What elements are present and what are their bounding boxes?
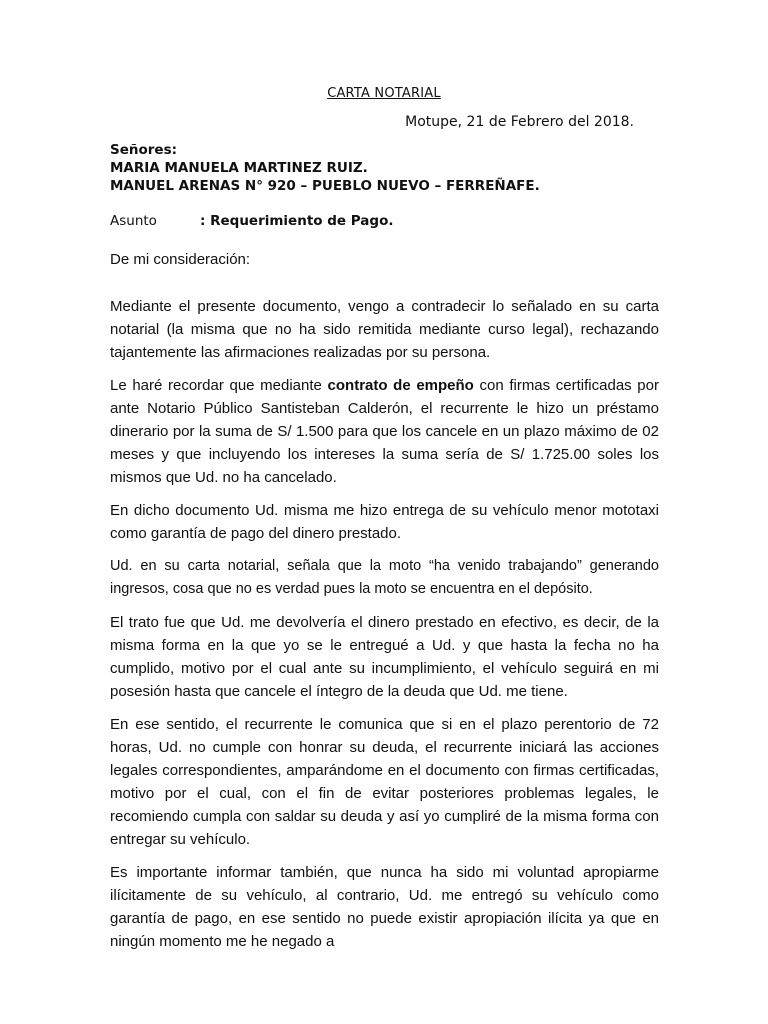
paragraph-2-start: Le haré recordar que mediante xyxy=(110,377,328,394)
addressee-name: MARIA MANUELA MARTINEZ RUIZ. xyxy=(110,160,368,176)
document-date: Motupe, 21 de Febrero del 2018. xyxy=(405,114,634,130)
greeting: De mi consideración: xyxy=(110,251,251,268)
addressee-salutation: Señores: xyxy=(110,142,178,158)
paragraph-3: En dicho documento Ud. misma me hizo entrega de su vehículo menor mototaxi como garantía de pago del dinero prestado. xyxy=(110,502,659,542)
paragraph-7: Es importante informar también, que nunca ha sido mi voluntad apropiarme ilícitamente de su vehículo, al contrario, Ud. me entregó su vehículo como garantía de pago, en ese sentido no puede existir apropiación ilícita ya que en ningún momento me he negado a xyxy=(110,864,659,950)
subject-value: : Requerimiento de Pago. xyxy=(200,213,394,229)
paragraph-5: El trato fue que Ud. me devolvería el dinero prestado en efectivo, es decir, de la misma forma en la que yo se le entregué a Ud. y que hasta la fecha no ha cumplido, motivo por el cual ante su incumplimiento, el vehículo seguirá en mi posesión hasta que cancele el íntegro de la deuda que Ud. me tiene. xyxy=(110,614,659,700)
paragraph-2 xyxy=(110,374,659,489)
paragraph-4: Ud. en su carta notarial, señala que la moto “ha venido trabajando” generando ingresos, cosa que no es verdad pues la moto se encuentra en el depósito. xyxy=(110,558,659,597)
paragraph-6: En ese sentido, el recurrente le comunica que si en el plazo perentorio de 72 horas, Ud. no cumple con honrar su deuda, el recurrente iniciará las acciones legales correspondientes, amparándome en el documento con firmas certificadas, motivo por el cual, con el fin de evitar posteriores problemas legales, le recomiendo cumpla con saldar su deuda y así yo cumpliré de la misma forma con entregar su vehículo. xyxy=(110,716,659,848)
paragraph-1: Mediante el presente documento, vengo a contradecir lo señalado en su carta notarial (la misma que no ha sido remitida mediante curso legal), rechazando tajantemente las afirmaciones realizadas por su persona. xyxy=(110,298,659,361)
addressee-address: MANUEL ARENAS N° 920 – PUEBLO NUEVO – FERREÑAFE. xyxy=(110,178,540,194)
paragraph-2-end: con firmas certificadas por ante Notario Público Santisteban Calderón, el recurrente le hizo un préstamo dinerario por la suma de S/ 1.500 para que los cancele en un plazo máximo de 02 meses y que incluyendo los intereses la suma sería de S/ 1.725.00 soles los mismos que Ud. no ha cancelado. xyxy=(110,377,659,486)
paragraph-2-bold: contrato de empeño xyxy=(327,377,474,394)
letter-body xyxy=(110,295,659,963)
subject-line xyxy=(110,213,393,229)
document-title: CARTA NOTARIAL xyxy=(327,86,441,101)
addressee-block xyxy=(110,141,540,195)
subject-label: Asunto xyxy=(110,213,157,229)
